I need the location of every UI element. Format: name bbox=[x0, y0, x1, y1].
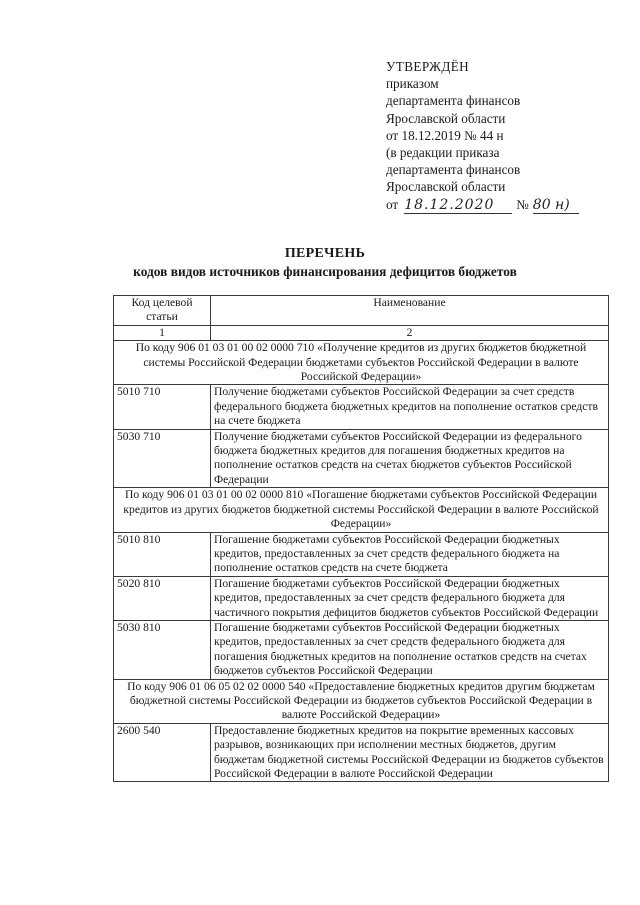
column-header-code: Код целевой статьи bbox=[114, 296, 211, 326]
row-code: 5010 710 bbox=[114, 385, 211, 429]
approval-block bbox=[386, 58, 626, 214]
approval-line: от 18.12.2019 № 44 н bbox=[386, 127, 504, 143]
column-header-name: Наименование bbox=[211, 296, 609, 326]
row-name: Погашение бюджетами субъектов Российской Федерации бюджетных кредитов, предоставленных за счет средств федерального бюджета для частичного покрытия дефицитов бюджетов субъектов Российской Федерации bbox=[211, 576, 609, 620]
row-name: Получение бюджетами субъектов Российской Федерации из федерального бюджета бюджетных кредитов для погашения бюджетных кредитов на пополнение остатков средств на счетах бюджетов субъектов Российской Федерации bbox=[211, 429, 609, 488]
approval-line: департамента финансов bbox=[386, 93, 521, 109]
column-number: 2 bbox=[211, 325, 609, 340]
table-row bbox=[114, 385, 609, 429]
row-name: Предоставление бюджетных кредитов на покрытие временных кассовых разрывов, возникающих при исполнении местных бюджетов, другим бюджетам бюджетной системы Российской Федерации из бюджетов субъектов Российской Федерации в валюте Российской Федерации bbox=[211, 723, 609, 782]
amendment-signature-line bbox=[386, 196, 626, 214]
table-row bbox=[114, 576, 609, 620]
approval-title: УТВЕРЖДЁН bbox=[386, 59, 470, 74]
group-header-row bbox=[114, 341, 609, 385]
column-number-row bbox=[114, 325, 609, 340]
document-subtitle: кодов видов источников финансирования дефицитов бюджетов bbox=[133, 264, 517, 279]
approval-line: Ярославской области bbox=[386, 179, 506, 195]
group-header: По коду 906 01 06 05 02 02 0000 540 «Предоставление бюджетных кредитов другим бюджетам бюджетной системы Российской Федерации из бюджетов субъектов Российской Федерации в валюте Российской Федерации» bbox=[114, 679, 609, 723]
document-title: ПЕРЕЧЕНЬ bbox=[284, 246, 366, 261]
approval-line: департамента финансов bbox=[386, 162, 521, 178]
column-number: 1 bbox=[114, 325, 211, 340]
handwritten-date: 18.12.2020 bbox=[404, 198, 512, 214]
sig-prefix: от bbox=[386, 196, 399, 212]
sig-number-label: № bbox=[516, 196, 529, 212]
table-row bbox=[114, 723, 609, 782]
group-header: По коду 906 01 03 01 00 02 0000 710 «Получение кредитов из других бюджетов бюджетной системы Российской Федерации бюджетами субъектов Российской Федерации в валюте Российской Федерации» bbox=[114, 341, 609, 385]
row-code: 2600 540 bbox=[114, 723, 211, 782]
table-header-row bbox=[114, 296, 609, 326]
row-code: 5010 810 bbox=[114, 532, 211, 576]
group-header: По коду 906 01 03 01 00 02 0000 810 «Погашение бюджетами субъектов Российской Федерации кредитов из других бюджетов бюджетной системы Российской Федерации в валюте Российской Федерации» bbox=[114, 488, 609, 532]
row-name: Погашение бюджетами субъектов Российской Федерации бюджетных кредитов, предоставленных за счет средств федерального бюджета для погашения бюджетных кредитов на пополнение остатков средств на счетах бюджетов субъектов Российской Федерации bbox=[211, 620, 609, 679]
row-code: 5020 810 bbox=[114, 576, 211, 620]
row-name: Получение бюджетами субъектов Российской Федерации за счет средств федерального бюджета бюджетных кредитов на пополнение остатков средств на счете бюджета bbox=[211, 385, 609, 429]
row-code: 5030 710 bbox=[114, 429, 211, 488]
approval-line: (в редакции приказа bbox=[386, 145, 500, 161]
table-row bbox=[114, 532, 609, 576]
group-header-row bbox=[114, 679, 609, 723]
approval-line: Ярославской области bbox=[386, 110, 506, 126]
row-name: Погашение бюджетами субъектов Российской Федерации бюджетных кредитов, предоставленных за счет средств федерального бюджета на пополнение остатков средств на счете бюджета bbox=[211, 532, 609, 576]
table-row bbox=[114, 620, 609, 679]
row-code: 5030 810 bbox=[114, 620, 211, 679]
group-header-row bbox=[114, 488, 609, 532]
approval-line: приказом bbox=[386, 76, 439, 92]
handwritten-number: 80 н) bbox=[533, 198, 579, 214]
codes-table bbox=[113, 295, 609, 782]
table-row bbox=[114, 429, 609, 488]
